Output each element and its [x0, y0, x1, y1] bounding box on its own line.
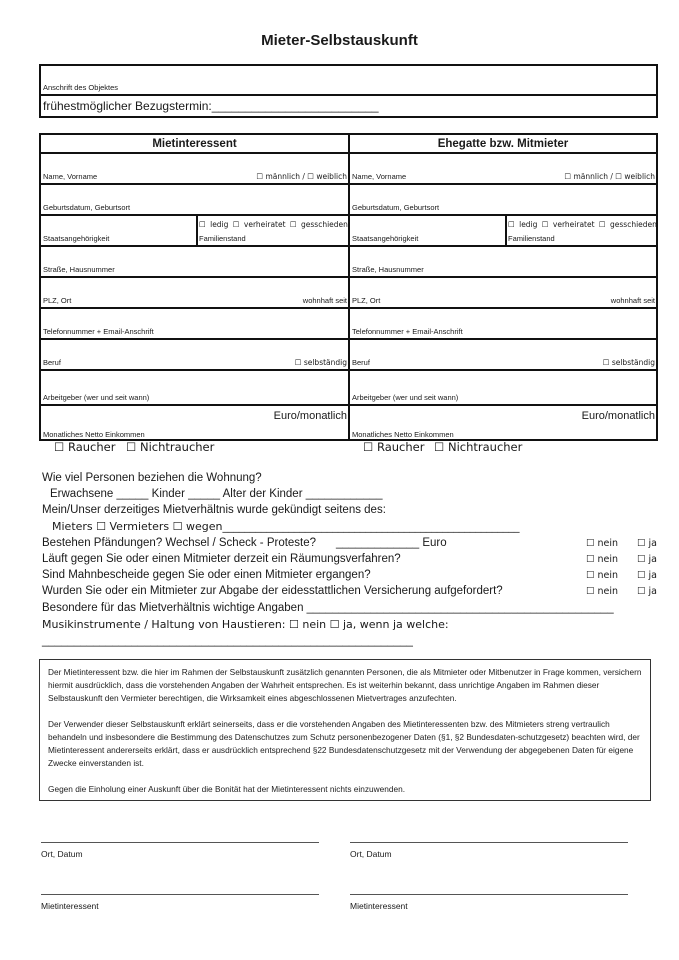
question-text: Wurden Sie oder ein Mitmieter zur Abgabe der eidesstattlichen Versicherung aufgefordert? [42, 585, 503, 597]
resident-since-label: wohnhaft seit [302, 296, 347, 305]
job-label: Beruf [352, 358, 370, 367]
yes-checkbox[interactable]: ☐ ja [637, 554, 657, 565]
contact-label: Telefonnummer + Email-Anschrift [352, 327, 463, 336]
object-address-label: Anschrift des Objektes [43, 83, 119, 92]
income-field[interactable] [350, 406, 656, 441]
pets-instruments-question[interactable]: Musikinstrumente / Haltung von Haustieren: ☐ nein ☐ ja, wenn ja welche: [42, 618, 449, 631]
nationality-marital-row [350, 216, 656, 247]
declaration-box [39, 659, 651, 801]
signature-line-left[interactable] [41, 894, 319, 895]
income-unit: Euro/monatlich [273, 410, 347, 422]
marital-status-checkboxes[interactable]: ☐ ledig ☐ verheiratet ☐ gesschieden [199, 220, 348, 229]
employer-field[interactable] [350, 371, 656, 406]
income-field[interactable] [41, 406, 348, 441]
nationality-label: Staatsangehörigkeit [43, 234, 110, 243]
gender-checkboxes[interactable]: ☐ männlich / ☐ weiblich [256, 172, 347, 181]
self-employed-checkbox[interactable]: ☐ selbständig [602, 358, 655, 367]
signer-label: Mietinteressent [350, 901, 408, 911]
applicant-table [39, 133, 658, 441]
birth-field[interactable] [41, 185, 348, 216]
birth-label: Geburtsdatum, Geburtsort [352, 203, 440, 212]
contact-field[interactable] [350, 309, 656, 340]
name-label: Name, Vorname [43, 172, 98, 181]
gender-checkboxes[interactable]: ☐ männlich / ☐ weiblich [564, 172, 655, 181]
street-field[interactable] [41, 247, 348, 278]
job-field[interactable] [41, 340, 348, 371]
birth-label: Geburtsdatum, Geburtsort [43, 203, 131, 212]
persons-question: Wie viel Personen beziehen die Wohnung? [42, 472, 262, 484]
employer-label: Arbeitgeber (wer und seit wann) [43, 393, 150, 402]
nonsmoker-checkbox[interactable]: ☐ Nichtraucher [434, 440, 523, 454]
place-date-label: Ort, Datum [350, 849, 392, 859]
income-unit: Euro/monatlich [581, 410, 655, 422]
income-label: Monatliches Netto Einkommen [352, 430, 454, 439]
page-title: Mieter-Selbstauskunft [261, 32, 418, 49]
birth-field[interactable] [350, 185, 656, 216]
contact-field[interactable] [41, 309, 348, 340]
co-tenant-column [350, 135, 656, 439]
employer-field[interactable] [41, 371, 348, 406]
cell-divider [505, 216, 507, 245]
no-checkbox[interactable]: ☐ nein [586, 570, 619, 581]
self-employed-checkbox[interactable]: ☐ selbständig [294, 358, 347, 367]
object-section [39, 64, 658, 118]
column-header: Ehegatte bzw. Mitmieter [350, 135, 656, 154]
marital-status-checkboxes[interactable]: ☐ ledig ☐ verheiratet ☐ gesschieden [508, 220, 657, 229]
column-header: Mietinteressent [41, 135, 348, 154]
signature-line-place-date-left[interactable] [41, 842, 319, 843]
city-field[interactable] [350, 278, 656, 309]
no-checkbox[interactable]: ☐ nein [586, 538, 619, 549]
pets-details-line[interactable]: __________________________________________________________ [42, 635, 413, 647]
street-label: Straße, Hausnummer [352, 265, 424, 274]
move-in-date-field[interactable]: frühestmöglicher Bezugstermin:_________________________ [43, 99, 379, 113]
name-field[interactable] [350, 154, 656, 185]
job-label: Beruf [43, 358, 61, 367]
nationality-marital-row [41, 216, 348, 247]
name-field[interactable] [41, 154, 348, 185]
termination-question: Mein/Unser derzeitiges Mietverhältnis wurde gekündigt seitens des: [42, 504, 386, 516]
no-checkbox[interactable]: ☐ nein [586, 554, 619, 565]
yes-checkbox[interactable]: ☐ ja [637, 538, 657, 549]
persons-fields[interactable]: Erwachsene _____ Kinder _____ Alter der Kinder ____________ [50, 488, 383, 500]
place-date-label: Ort, Datum [41, 849, 83, 859]
employer-label: Arbeitgeber (wer und seit wann) [352, 393, 459, 402]
declaration-paragraph: Der Mietinteressent bzw. die hier im Rahmen der Selbstauskunft zusätzlich genannten Personen, die als Mitmieter oder Mitbenutzer in Frage kommen, versichern hiermit ausdrücklich, dass die vorstehenden Angaben der Wahrheit entsprechen. Es ist weiterhin bekannt, dass unrichtige Angaben im Rahmen dieser Selbstauskunft den Vermieter berechtigen, die Wirksamkeit eines abgeschlossenen Mietvertrages anzufechten. [48, 667, 642, 703]
name-label: Name, Vorname [352, 172, 407, 181]
object-address-field[interactable] [41, 66, 656, 96]
yes-checkbox[interactable]: ☐ ja [637, 570, 657, 581]
question-text: Bestehen Pfändungen? Wechsel / Scheck - Proteste? [42, 537, 317, 549]
cell-divider [196, 216, 198, 245]
signature-line-place-date-right[interactable] [350, 842, 628, 843]
smoker-checkbox[interactable]: ☐ Raucher [54, 440, 116, 454]
street-label: Straße, Hausnummer [43, 265, 115, 274]
smoker-checkbox[interactable]: ☐ Raucher [363, 440, 425, 454]
signer-label: Mietinteressent [41, 901, 99, 911]
city-label: PLZ, Ort [352, 296, 381, 305]
special-info-field[interactable]: Besondere für das Mietverhältnis wichtige Angaben ________________________________________________ [42, 602, 614, 614]
yes-checkbox[interactable]: ☐ ja [637, 586, 657, 597]
contact-label: Telefonnummer + Email-Anschrift [43, 327, 154, 336]
city-label: PLZ, Ort [43, 296, 72, 305]
street-field[interactable] [350, 247, 656, 278]
termination-fields[interactable]: Mieters ☐ Vermieters ☐ wegen______________________________________________________ [52, 520, 520, 533]
nationality-label: Staatsangehörigkeit [352, 234, 419, 243]
marital-status-label: Familienstand [508, 234, 555, 243]
resident-since-label: wohnhaft seit [610, 296, 655, 305]
nonsmoker-checkbox[interactable]: ☐ Nichtraucher [126, 440, 215, 454]
question-text: Läuft gegen Sie oder einen Mitmieter derzeit ein Räumungsverfahren? [42, 553, 401, 565]
income-label: Monatliches Netto Einkommen [43, 430, 145, 439]
no-checkbox[interactable]: ☐ nein [586, 586, 619, 597]
applicant-column [41, 135, 350, 439]
marital-status-label: Familienstand [199, 234, 246, 243]
amount-field[interactable]: _____________ Euro [336, 537, 447, 549]
question-text: Sind Mahnbescheide gegen Sie oder einen Mitmieter ergangen? [42, 569, 371, 581]
declaration-paragraph: Der Verwender dieser Selbstauskunft erklärt seinerseits, dass er die vorstehenden Angaben des Mietinteressenten bzw. des Mitmieters streng vertraulich behandeln und insbesondere die Bestimmung des Datenschutzes zum Schutz personenbezogener Daten (§1, §2 Bundesdaten-schutzgesetz) beachten wird, der Mietinteressent andererseits erklärt, dass er ausdrücklich entsprechend §22 Bundesdatenschutzgesetz mit der Verwendung der abgegebenen Daten für eigene Zwecke einverstanden ist. [48, 719, 640, 768]
job-field[interactable] [350, 340, 656, 371]
signature-line-right[interactable] [350, 894, 628, 895]
declaration-paragraph: Gegen die Einholung einer Auskunft über die Bonität hat der Mietinteressent nichts einzuwenden. [48, 784, 405, 794]
city-field[interactable] [41, 278, 348, 309]
